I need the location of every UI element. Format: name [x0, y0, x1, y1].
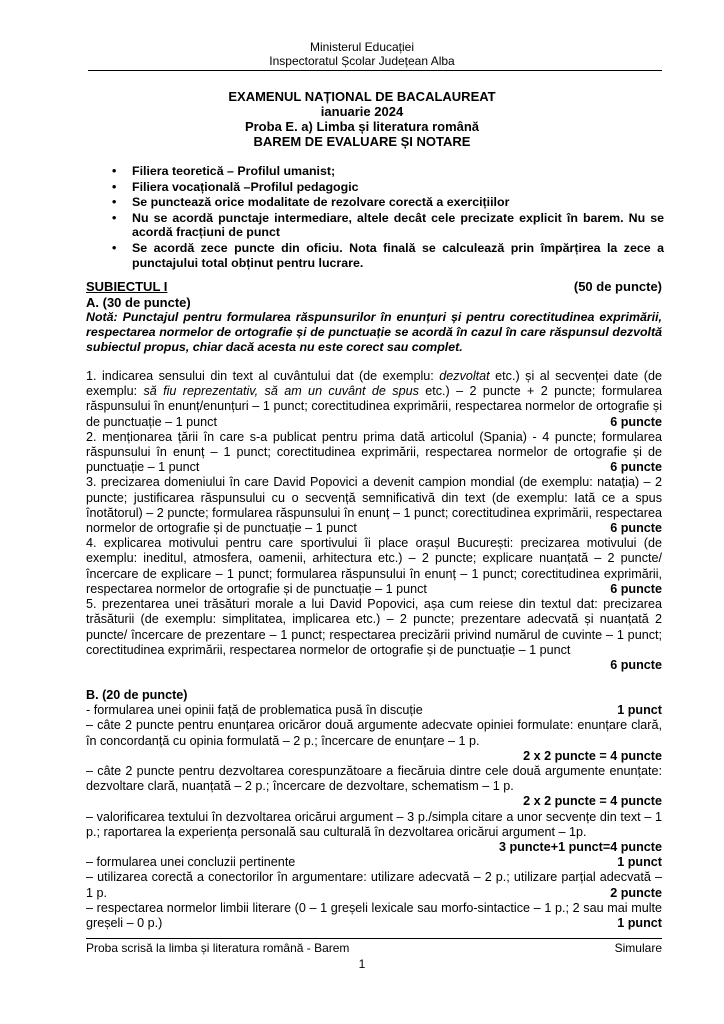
item-b4-score: 3 puncte+1 punct=4 puncte: [498, 840, 662, 855]
item-b6: – utilizarea corectă a conectorilor în argumentare: utilizare adecvată – 2 p.; utilizare parțial adecvată – 1 p.: [86, 870, 662, 900]
instruction-item: • Filiera teoretică – Profilul umanist;: [112, 164, 664, 179]
exam-date: ianuarie 2024: [320, 104, 404, 119]
item-a3: 3. precizarea domeniului în care David Popovici a devenit campion mondial (de exemplu: natația) – 2 puncte; justificarea răspunsului cu o secvență semnificativă din text (de exemplu: Iată ce a spus înotătorul) – 2 puncte; formularea răspunsului în enunț – 1 punct; corectitudinea exprimării, respectarea normelor de ortografie și de punctuație – 1 punct: [86, 475, 662, 536]
document-title: BAREM DE EVALUARE ȘI NOTARE: [253, 134, 471, 149]
footer-right: Simulare: [614, 941, 662, 955]
item-a4-score: 6 puncte: [610, 581, 662, 596]
item-a5-score: 6 puncte: [610, 657, 662, 672]
section-b-heading: B. (20 de puncte): [86, 688, 188, 702]
item-b3-score: 2 x 2 puncte = 4 puncte: [523, 794, 662, 809]
item-a5: 5. prezentarea unei trăsături morale a lui David Popovici, așa cum reiese din textul dat: precizarea trăsăturii (de exemplu: simplitatea, implicarea etc.) – 2 puncte; prezentare adecvată și nuanțată 2 puncte/ încercare de prezentare – 1 punct; respectarea precizării privind numărul de cuvinte – 1 punct; corectitudinea exprimării, respectarea normelor de ortografie și de punctuație – 1 punct: [86, 597, 662, 657]
item-a3-score: 6 puncte: [610, 521, 662, 536]
item-a4: 4. explicarea motivului pentru care sportivului îi place orașul București: precizarea motivului (de exemplu: ineditul, atmosfera, oamenii, arhitectura etc.) – 2 puncte; explicare nuanțată – 2 puncte/încercare de explicare – 1 punct; formularea răspunsului în enunț – 1 punct; corectitudinea exprimării, respectarea normelor de ortografie și de punctuație – 1 punct: [86, 536, 662, 596]
subject-label: SUBIECTUL I: [86, 279, 168, 294]
instruction-item: • Se punctează orice modalitate de rezolvare corectă a exercițiilor: [112, 195, 664, 210]
item-b7-score: 1 punct: [617, 916, 662, 931]
item-b2-score: 2 x 2 puncte = 4 puncte: [523, 748, 662, 763]
instruction-item: • Se acordă zece puncte din oficiu. Nota finală se calculează prin împărțirea la zece a punctajului total obținut pentru lucrare.: [112, 241, 664, 270]
item-b6-score: 2 puncte: [610, 885, 662, 900]
item-a1: 1. indicarea sensului din text al cuvântului dat (de exemplu: dezvoltat etc.) și al secvenței date (de exemplu: să fiu reprezentativ, să am un cuvânt de spus etc.) – 2 puncte + 2 puncte; formularea răspunsului în enunț/enunțuri – 1 punct; corectitudinea exprimării, respectarea normelor de ortografie și de punctuație – 1 punct: [86, 369, 662, 429]
subject-points: (50 de puncte): [573, 279, 662, 294]
note-label: Notă:: [86, 310, 118, 324]
item-b7: – respectarea normelor limbii literare (0 – 1 greșeli lexicale sau morfo-sintactice – 1 p.; 2 sau mai multe greșeli – 0 p.): [86, 900, 662, 931]
section-a-note: [86, 310, 662, 355]
header-divider: [88, 70, 662, 71]
item-b1: - formularea unei opinii față de problematica pusă în discuție 1 punct: [86, 703, 662, 718]
item-b5: – formularea unei concluzii pertinente 1 punct: [86, 855, 662, 870]
ministry-name: Ministerul Educației: [309, 40, 415, 54]
section-a-items: [86, 369, 662, 673]
exam-title: EXAMENUL NAȚIONAL DE BACALAUREAT: [228, 89, 496, 104]
exam-subject: Proba E. a) Limba și literatura română: [244, 119, 480, 134]
item-a2: 2. menționarea țării în care s-a publicat pentru prima dată articolul (Spania) - 4 puncte; formularea răspunsului în enunț – 1 punct; corectitudinea exprimării, respectarea normelor de ortografie și de punctuație – 1 punct: [86, 429, 662, 475]
page-footer: [86, 938, 662, 955]
item-b1-score: 1 punct: [617, 703, 662, 718]
item-a1-score: 6 puncte: [610, 414, 662, 429]
item-b2: – câte 2 puncte pentru enunțarea oricăror două argumente adecvate opiniei formulate: enunțare clară, în concordanță cu opinia formulată – 2 p.; încercare de enunțare – 1 p.: [86, 718, 662, 748]
inspectorate-name: Inspectoratul Școlar Județean Alba: [269, 54, 455, 68]
instructions-list: [112, 164, 664, 270]
section-a-heading: A. (30 de puncte): [86, 295, 191, 310]
item-b4: – valorificarea textului în dezvoltarea oricărui argument – 3 p./simpla citare a unor secvențe din text – 1 p.; raportarea la experiența personală sau culturală în dezvoltarea oricărui argument – 1p.: [86, 809, 662, 839]
item-b3: – câte 2 puncte pentru dezvoltarea corespunzătoare a fiecăruia dintre cele două argumente enunțate: dezvoltare clară, nuanțată – 2 p.; încercare de dezvoltare, schematism – 1 p.: [86, 764, 662, 794]
page-number: 1: [358, 957, 366, 971]
footer-left: Proba scrisă la limba și literatura română - Barem: [86, 941, 350, 955]
item-b5-score: 1 punct: [617, 855, 662, 870]
note-text: Punctajul pentru formularea răspunsurilor în enunțuri și pentru corectitudinea exprimării, respectarea normelor de ortografie și de punctuație se acordă în cazul în care răspunsul dezvoltă subiectul propus, chiar dacă acesta nu este corect sau complet.: [86, 310, 662, 354]
item-a2-score: 6 puncte: [610, 460, 662, 475]
instruction-item: • Nu se acordă punctaje intermediare, altele decât cele precizate explicit în barem. Nu se acordă fracțiuni de punct: [112, 211, 664, 240]
subject-heading: [86, 279, 662, 294]
section-b: [86, 688, 662, 931]
instruction-item: • Filiera vocațională –Profilul pedagogic: [112, 180, 664, 195]
